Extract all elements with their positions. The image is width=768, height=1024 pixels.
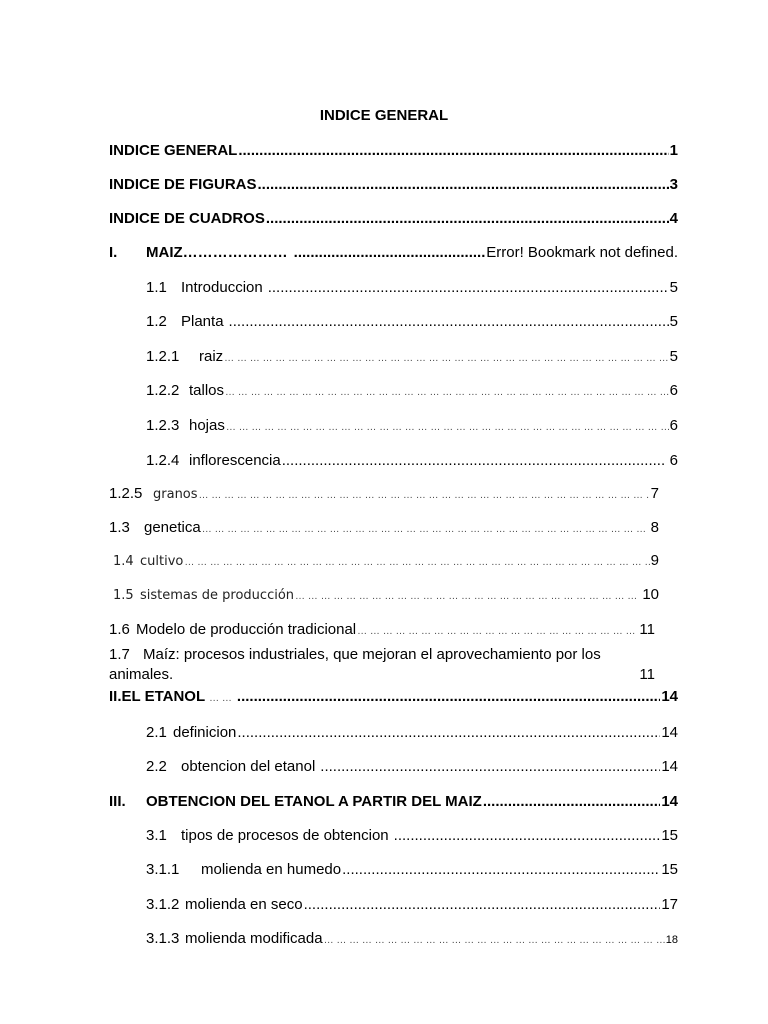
toc-entry-number: 2.1 [146, 724, 167, 741]
toc-entry-label: molienda modificada [185, 930, 323, 947]
toc-entry-label: obtencion del etanol [181, 758, 316, 775]
ellipsis-leader [225, 382, 669, 404]
toc-page-number: 14 [661, 688, 678, 705]
ellipsis-leader [224, 348, 668, 370]
toc-entry-label: genetica [144, 519, 201, 536]
dot-leader [237, 722, 660, 744]
toc-entry-hojas[interactable] [146, 415, 678, 439]
toc-page-number: 6 [669, 382, 678, 399]
dot-leader [320, 756, 660, 778]
toc-entry-label: tallos [189, 382, 225, 399]
toc-entry-label: INDICE DE FIGURAS [109, 176, 257, 193]
toc-entry-number: 1.2.2 [146, 382, 180, 399]
toc-entry-number: 1.7 [109, 646, 130, 663]
toc-entry-modelo-produccion[interactable] [109, 619, 655, 643]
dot-leader [282, 450, 665, 472]
toc-entry-number: 3.1.1 [146, 861, 180, 878]
toc-entry-label: INDICE GENERAL [109, 142, 238, 159]
toc-entry-label: Modelo de producción tradicional [136, 621, 357, 638]
toc-entry-el-etanol[interactable] [109, 686, 678, 710]
document-title: INDICE GENERAL [319, 107, 449, 124]
toc-entry-label: INDICE DE CUADROS [109, 210, 265, 227]
toc-entry-procesos-industriales[interactable] [109, 645, 655, 685]
toc-entry-indice-general[interactable] [109, 140, 678, 162]
toc-entry-line-1 [109, 645, 655, 665]
toc-entry-tallos[interactable] [146, 380, 678, 404]
toc-page-number: 8 [650, 519, 659, 536]
dot-leader [266, 208, 669, 230]
toc-entry-inflorescencia[interactable] [146, 450, 678, 472]
ellipsis-leader: ………………… [182, 244, 288, 261]
toc-entry-tipos-procesos[interactable] [146, 825, 678, 847]
toc-entry-genetica[interactable] [109, 517, 659, 541]
toc-entry-number: 2.2 [146, 758, 167, 775]
toc-entry-label: Maíz: procesos industriales, que mejoran el aprovechamiento por los [143, 646, 601, 663]
toc-entry-label: raiz [199, 348, 224, 365]
toc-entry-number: 3.1 [146, 827, 167, 844]
ellipsis-leader [199, 485, 650, 507]
toc-entry-cultivo[interactable] [113, 550, 659, 574]
toc-entry-number: 1.6 [109, 621, 130, 638]
ellipsis-leader: … … [209, 693, 232, 704]
toc-entry-label: inflorescencia [189, 452, 281, 469]
toc-entry-label: Planta [181, 313, 224, 330]
dot-leader [294, 242, 486, 264]
toc-page-number: 10 [642, 586, 659, 603]
toc-page-number: 18 [665, 934, 678, 946]
toc-entry-line-2 [109, 665, 655, 685]
toc-page-number: 9 [650, 552, 659, 569]
dot-leader [483, 791, 660, 813]
toc-entry-label: molienda en humedo [201, 861, 342, 878]
toc-page-number: 11 [639, 666, 655, 683]
dot-leader [342, 859, 660, 881]
toc-entry-number: 1.2 [146, 313, 167, 330]
toc-entry-label: animales. [109, 666, 174, 683]
toc-page-number: 1 [669, 142, 678, 159]
ellipsis-leader [324, 930, 665, 952]
toc-entry-molienda-humedo[interactable] [146, 859, 678, 881]
toc-page-number: 5 [669, 348, 678, 365]
toc-entry-maiz[interactable] [109, 242, 678, 264]
toc-entry-raiz[interactable] [146, 346, 678, 370]
error-message: Error! Bookmark not defined. [486, 244, 678, 261]
ellipsis-leader [202, 519, 650, 541]
toc-entry-label: sistemas de producción [140, 588, 295, 603]
dot-leader [238, 140, 668, 162]
toc-page-number: 5 [669, 313, 678, 330]
toc-page-number: 5 [669, 279, 678, 296]
toc-page-number: 14 [661, 724, 678, 741]
toc-page-number: 4 [669, 210, 678, 227]
dot-leader [268, 277, 669, 299]
toc-entry-sistemas[interactable] [113, 584, 659, 608]
toc-entry-granos[interactable] [109, 483, 659, 507]
ellipsis-leader [295, 586, 641, 608]
toc-entry-number: 1.1 [146, 279, 167, 296]
toc-entry-number: 1.4 [113, 554, 134, 569]
toc-page-number: 14 [661, 793, 678, 810]
toc-entry-number: 1.3 [109, 519, 130, 536]
toc-entry-molienda-seco[interactable] [146, 894, 678, 916]
toc-entry-label: molienda en seco [185, 896, 303, 913]
dot-leader [394, 825, 661, 847]
toc-entry-number: 3.1.3 [146, 930, 180, 947]
toc-entry-label: tipos de procesos de obtencion [181, 827, 389, 844]
dot-leader [229, 311, 669, 333]
toc-entry-label: granos [153, 487, 198, 502]
toc-entry-number: 1.2.4 [146, 452, 180, 469]
toc-page-number: 11 [639, 621, 655, 638]
toc-entry-number: 1.5 [113, 588, 134, 603]
dot-leader [258, 174, 669, 196]
toc-entry-number: III. [109, 793, 126, 810]
toc-entry-label: Introduccion [181, 279, 263, 296]
dot-leader [304, 894, 661, 916]
toc-page-number: 14 [661, 758, 678, 775]
toc-entry-number: I. [109, 244, 118, 261]
toc-entry-indice-cuadros[interactable] [109, 208, 678, 230]
toc-entry-indice-figuras[interactable] [109, 174, 678, 196]
toc-entry-obtencion-etanol-maiz[interactable] [109, 791, 678, 813]
toc-entry-number: 1.2.3 [146, 417, 180, 434]
toc-page-number: 15 [661, 827, 678, 844]
ellipsis-leader [184, 552, 649, 574]
toc-entry-label: OBTENCION DEL ETANOL A PARTIR DEL MAIZ [146, 793, 482, 810]
toc-page-number: 7 [650, 485, 659, 502]
toc-entry-number: II. [109, 688, 122, 705]
ellipsis-leader [357, 621, 638, 643]
toc-page-number: 3 [669, 176, 678, 193]
toc-entry-label: EL ETANOL [121, 688, 206, 705]
toc-page-number: 6 [669, 452, 678, 469]
toc-entry-label: hojas [189, 417, 225, 434]
toc-entry-number: 1.2.5 [109, 485, 143, 502]
toc-page-number: 17 [661, 896, 678, 913]
toc-page-number: 6 [669, 417, 678, 434]
toc-page-number: 15 [661, 861, 678, 878]
toc-entry-planta[interactable] [146, 311, 678, 333]
toc-entry-label: cultivo [140, 554, 184, 569]
toc-entry-label: definicion [173, 724, 237, 741]
toc-entry-number: 1.2.1 [146, 348, 180, 365]
toc-entry-number: 3.1.2 [146, 896, 180, 913]
dot-leader [237, 686, 660, 708]
toc-entry-definicion[interactable] [146, 722, 678, 744]
toc-entry-label: MAIZ [146, 244, 183, 261]
toc-entry-introduccion[interactable] [146, 277, 678, 299]
toc-entry-obtencion-etanol[interactable] [146, 756, 678, 778]
ellipsis-leader [226, 417, 669, 439]
toc-entry-molienda-modificada[interactable] [146, 928, 678, 952]
